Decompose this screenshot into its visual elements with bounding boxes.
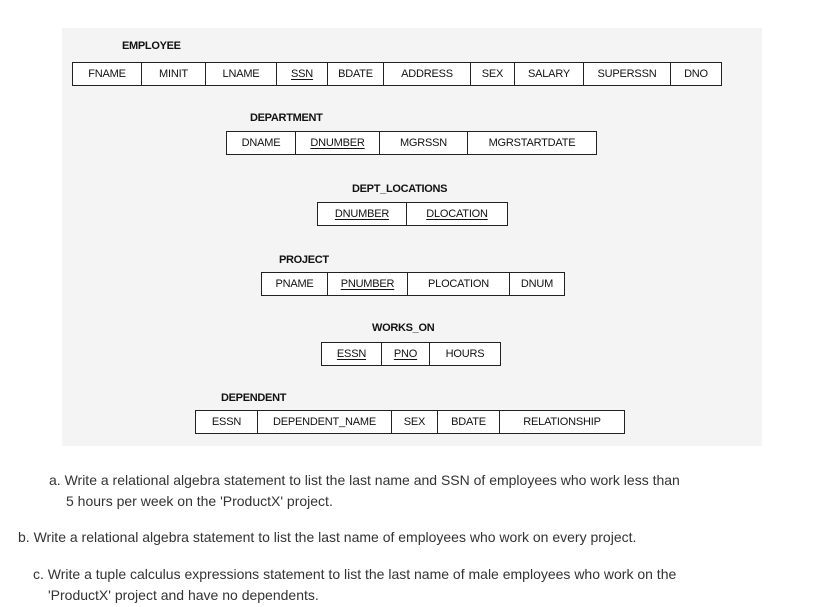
works-on-title: WORKS_ON (372, 322, 435, 334)
attr-label: ADDRESS (401, 68, 453, 80)
employee-attr-bdate (328, 63, 384, 85)
attr-label: MINIT (159, 68, 188, 80)
works-on-table (321, 342, 501, 366)
attr-label: SSN (290, 68, 314, 80)
dept-locations-table (317, 202, 508, 226)
question-c-line-2: 'ProductX' project and have no dependents. (48, 587, 319, 603)
attr-label: SALARY (527, 68, 570, 80)
dependent-table (195, 410, 625, 434)
attr-label: SUPERSSN (597, 68, 657, 80)
schema-diagram (62, 28, 762, 446)
dependent-attr-relationship (500, 411, 624, 433)
attr-label: BDATE (451, 416, 486, 428)
employee-attr-superssn (584, 63, 671, 85)
attr-label: DLOCATION (426, 208, 488, 220)
attr-label: MGRSTARTDATE (488, 137, 576, 149)
attr-label: DNUMBER (310, 137, 365, 149)
dependent-attr-dependent-name (258, 411, 392, 433)
dependent-attr-essn (196, 411, 258, 433)
department-attr-mgrstartdate (468, 132, 596, 154)
question-a-line-2: 5 hours per week on the 'ProductX' project. (66, 493, 333, 509)
employee-attr-address (384, 63, 471, 85)
project-title: PROJECT (279, 254, 329, 266)
attr-label: DNAME (241, 137, 281, 149)
dependent-title: DEPENDENT (221, 392, 287, 404)
attr-label: DNUM (520, 278, 554, 290)
attr-label: SEX (403, 416, 426, 428)
department-attr-dname (227, 132, 296, 154)
attr-label: PLOCATION (428, 278, 489, 290)
question-c-line-1: c. Write a tuple calculus expressions statement to list the last name of male employees who work on the (33, 566, 677, 582)
department-title: DEPARTMENT (250, 112, 323, 124)
employee-attr-lname (206, 63, 277, 85)
dept-locations-attr-dnumber (318, 203, 407, 225)
project-table (261, 272, 565, 296)
attr-label: DEPENDENT_NAME (273, 416, 376, 428)
employee-attr-ssn (277, 63, 328, 85)
employee-attr-minit (142, 63, 206, 85)
attr-label: PNUMBER (340, 278, 395, 290)
employee-title: EMPLOYEE (122, 40, 181, 52)
dependent-attr-bdate (438, 411, 500, 433)
employee-table (72, 62, 722, 86)
employee-attr-sex (471, 63, 515, 85)
attr-label: FNAME (88, 68, 126, 80)
attr-label: ESSN (211, 416, 242, 428)
dept-locations-title: DEPT_LOCATIONS (352, 183, 448, 195)
attr-label: BDATE (338, 68, 373, 80)
department-attr-mgrssn (380, 132, 468, 154)
attr-label: PNAME (275, 278, 314, 290)
attr-label: PNO (393, 348, 418, 360)
attr-label: LNAME (222, 68, 260, 80)
dependent-attr-sex (392, 411, 438, 433)
department-table (226, 131, 597, 155)
dept-locations-attr-dlocation (407, 203, 507, 225)
attr-label: HOURS (445, 348, 485, 360)
project-attr-dnum (510, 273, 564, 295)
attr-label: MGRSSN (399, 137, 448, 149)
project-attr-pnumber (328, 273, 408, 295)
department-attr-dnumber (296, 132, 380, 154)
works-on-attr-hours (430, 343, 500, 365)
works-on-attr-essn (322, 343, 382, 365)
works-on-attr-pno (382, 343, 430, 365)
attr-label: DNO (684, 68, 708, 80)
project-attr-pname (262, 273, 328, 295)
question-b: b. Write a relational algebra statement to list the last name of employees who work on every project. (18, 529, 637, 545)
question-a-line-1: a. Write a relational algebra statement to list the last name and SSN of employees who work less than (49, 472, 680, 488)
attr-label: ESSN (336, 348, 367, 360)
employee-attr-fname (73, 63, 142, 85)
employee-attr-dno (671, 63, 721, 85)
employee-attr-salary (515, 63, 584, 85)
project-attr-plocation (408, 273, 510, 295)
attr-label: RELATIONSHIP (523, 416, 601, 428)
attr-label: SEX (481, 68, 504, 80)
attr-label: DNUMBER (334, 208, 390, 220)
